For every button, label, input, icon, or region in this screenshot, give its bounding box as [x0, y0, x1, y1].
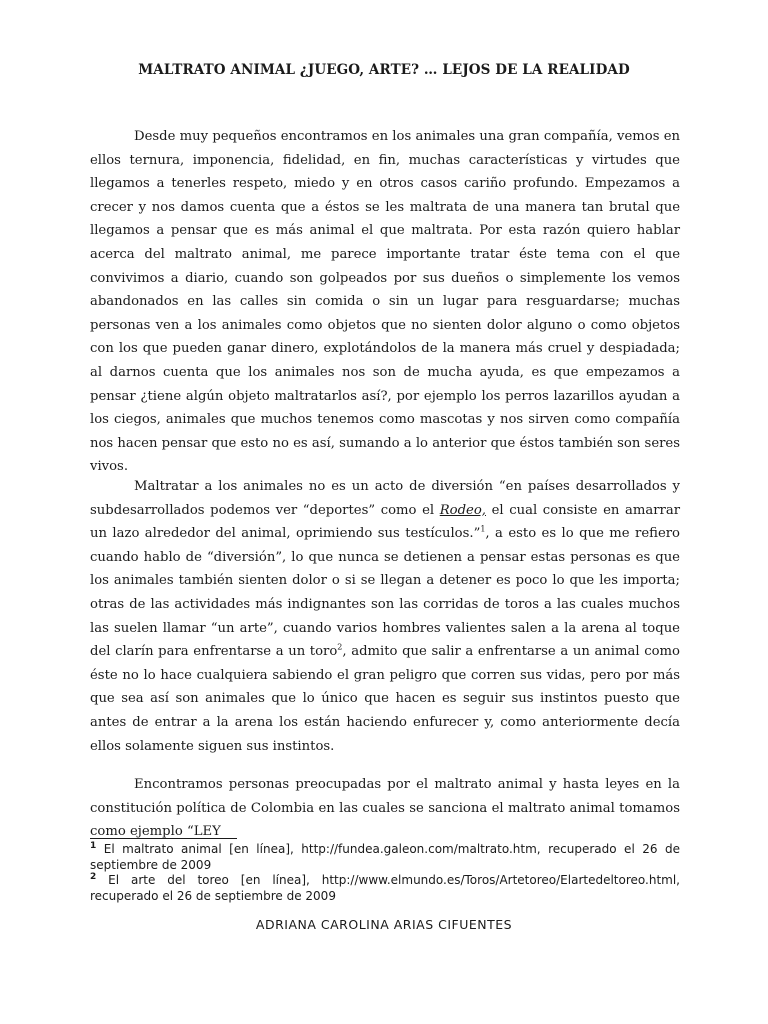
footnote-2	[90, 873, 680, 904]
footnote-divider	[90, 838, 237, 839]
paragraph-2-part-b: el cual consiste en amarrar un lazo alrededor del animal, oprimiendo sus testículos.”	[90, 502, 681, 542]
document-title: MALTRATO ANIMAL ¿JUEGO, ARTE? … LEJOS DE LA REALIDAD	[138, 62, 630, 78]
footnote-1	[90, 842, 680, 873]
paragraph-2-part-d: , admito que salir a enfrentarse a un animal como éste no lo hace cualquiera sabiendo el gran peligro que corren sus vidas, pero por más que sea así son animales que lo único que hacen es seguir sus instintos puesto que antes de entrar a la arena los están haciendo enfurecer y, como anteriormente decía ellos solamente siguen sus instintos.	[90, 644, 680, 754]
author-name: ADRIANA CAROLINA ARIAS CIFUENTES	[255, 917, 513, 932]
paragraph-2-part-a: Maltratar a los animales no es un acto de diversión “en países desarrollados y subdesarrollados podemos ver “deportes” como el	[90, 479, 680, 518]
paragraph-1	[90, 125, 680, 479]
paragraph-3	[90, 773, 680, 844]
footnote-2-text: El arte del toreo [en línea], http://www.elmundo.es/Toros/Artetoreo/Elartedeltoreo.html, recuperado el 26 de septiembre de 2009	[90, 873, 680, 903]
footnote-1-text: El maltrato animal [en línea], http://fundea.galeon.com/maltrato.htm, recuperado el 26 de septiembre de 2009	[90, 842, 680, 872]
paragraph-2	[90, 475, 680, 758]
footnote-1-number: 1	[90, 841, 97, 851]
rodeo-reference: Rodeo,	[439, 502, 486, 518]
footnotes	[90, 842, 680, 904]
footnote-2-number: 2	[90, 872, 97, 882]
footnote-ref-1[interactable]: 1	[480, 524, 486, 534]
paragraph-1-text: Desde muy pequeños encontramos en los animales una gran compañía, vemos en ellos ternura, imponencia, fidelidad, en fin, muchas características y virtudes que llegamos a tenerles respeto, miedo y en otros casos cariño profundo. Empezamos a crecer y nos damos cuenta que a éstos se les maltrata de una manera tan brutal que llegamos a pensar que es más animal el que maltrata. Por esta razón quiero hablar acerca del maltrato animal, me parece importante tratar éste tema con el que convivimos a diario, cuando son golpeados por sus dueños o simplemente los vemos abandonados en las calles sin comida o sin un lugar para resguardarse; muchas personas ven a los animales como objetos que no sienten dolor alguno o como objetos con los que pueden ganar dinero, explotándolos de la manera más cruel y despiadada; al darnos cuenta que los animales nos son de mucha ayuda, es que empezamos a pensar ¿tiene algún objeto maltratarlos así?, por ejemplo los perros lazarillos ayudan a los ciegos, animales que muchos tenemos como mascotas y nos sirven como compañía nos hacen pensar que esto no es así, sumando a lo anterior que éstos también son seres vivos.	[90, 129, 680, 475]
paragraph-3-text: Encontramos personas preocupadas por el maltrato animal y hasta leyes en la constitución política de Colombia en las cuales se sanciona el maltrato animal tomamos como ejemplo “LEY	[90, 777, 680, 840]
paragraph-2-text	[90, 475, 680, 758]
footnote-ref-2[interactable]: 2	[337, 642, 343, 652]
paragraph-2-part-c: , a esto es lo que me refiero cuando hablo de “diversión”, lo que nunca se detienen a pensar estas personas es que los animales también sienten dolor o si se llegan a detener es poco lo que les importa; otras de las actividades más indignantes son las corridas de toros a las cuales muchos las suelen llamar “un arte”, cuando varios hombres valientes salen a la arena al toque del clarín para enfrentarse a un toro	[90, 526, 680, 660]
